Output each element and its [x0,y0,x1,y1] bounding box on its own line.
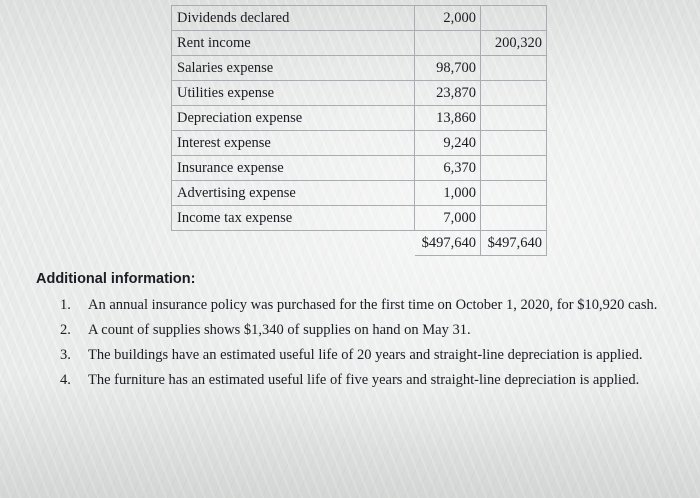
credit-amount: 200,320 [481,31,547,56]
list-item [60,322,660,339]
item-text: A count of supplies shows $1,340 of supplies on hand on May 31. [88,322,471,338]
table-row [172,206,547,231]
debit-amount: 7,000 [415,206,481,231]
credit-amount [481,6,547,31]
item-number: 1. [60,297,71,313]
total-credit: $497,640 [481,231,547,256]
item-number: 2. [60,322,71,338]
item-number: 3. [60,347,71,363]
account-name: Rent income [172,31,415,56]
credit-amount [481,131,547,156]
totals-label-cell [172,231,415,256]
account-name: Interest expense [172,131,415,156]
account-name: Dividends declared [172,6,415,31]
table-row [172,81,547,106]
credit-amount [481,81,547,106]
credit-amount [481,181,547,206]
debit-amount: 6,370 [415,156,481,181]
table-row [172,6,547,31]
table-row [172,181,547,206]
account-name: Insurance expense [172,156,415,181]
debit-amount: 2,000 [415,6,481,31]
account-name: Income tax expense [172,206,415,231]
debit-amount: 98,700 [415,56,481,81]
debit-amount: 1,000 [415,181,481,206]
trial-balance-table [171,5,547,256]
debit-amount: 23,870 [415,81,481,106]
table-row [172,56,547,81]
account-name: Utilities expense [172,81,415,106]
credit-amount [481,106,547,131]
table-row [172,156,547,181]
additional-info-heading: Additional information: [36,271,196,287]
account-name: Salaries expense [172,56,415,81]
account-name: Advertising expense [172,181,415,206]
account-name: Depreciation expense [172,106,415,131]
debit-amount: 9,240 [415,131,481,156]
table-row [172,106,547,131]
total-debit: $497,640 [415,231,481,256]
credit-amount [481,206,547,231]
table-row [172,31,547,56]
item-text: The buildings have an estimated useful life of 20 years and straight-line depreciation is applied. [88,347,643,363]
debit-amount: 13,860 [415,106,481,131]
list-item [60,372,660,389]
debit-amount [415,31,481,56]
item-text: The furniture has an estimated useful life of five years and straight-line depreciation is applied. [88,372,640,388]
additional-info-list [60,297,660,397]
list-item [60,347,660,364]
list-item [60,297,660,314]
item-text: An annual insurance policy was purchased for the first time on October 1, 2020, for $10,920 cash. [88,297,658,313]
table-row [172,131,547,156]
item-number: 4. [60,372,71,388]
credit-amount [481,156,547,181]
totals-row [172,231,547,256]
credit-amount [481,56,547,81]
